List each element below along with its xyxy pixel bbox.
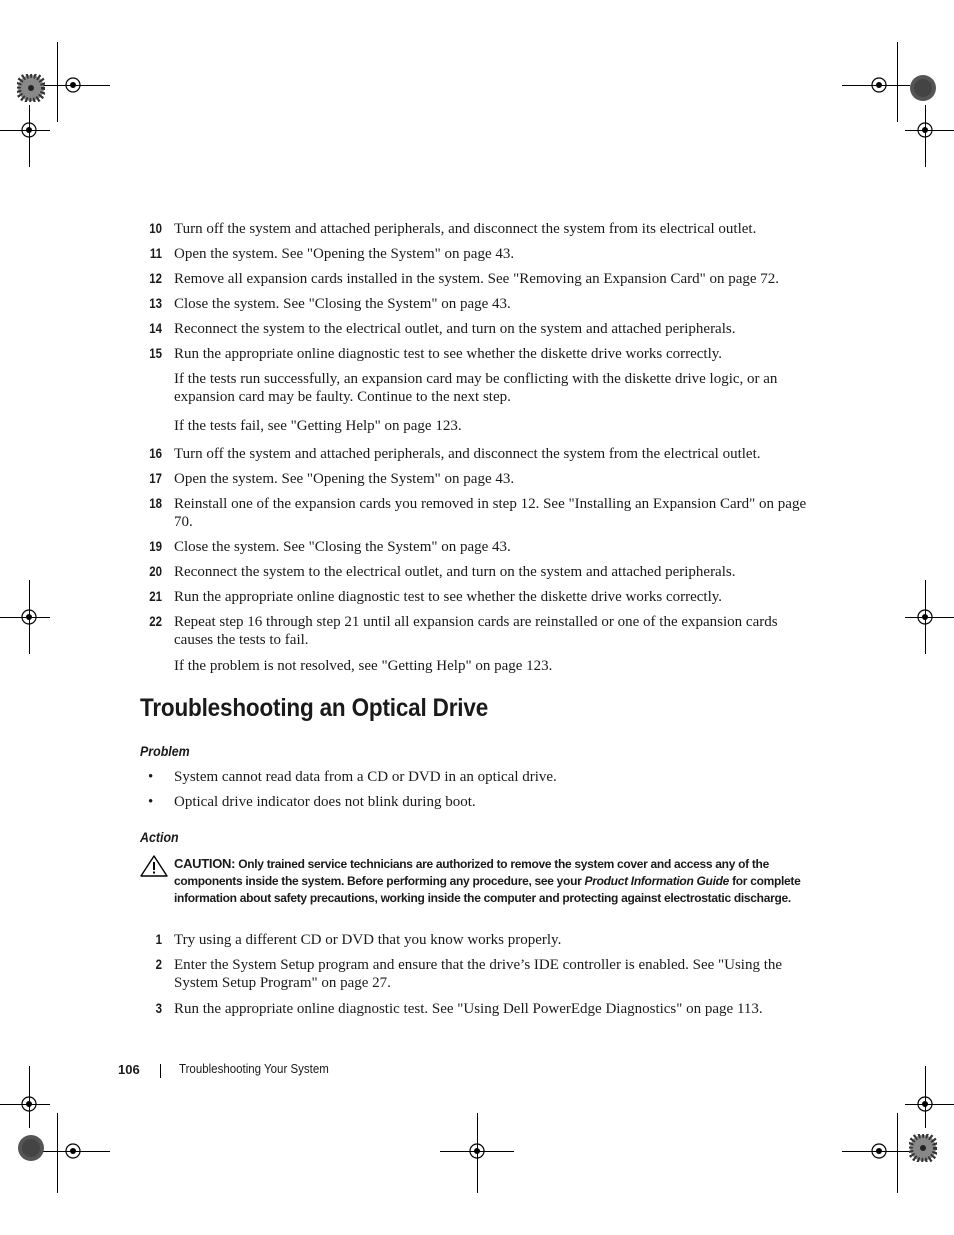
step-text: Turn off the system and attached peripherals, and disconnect the system from the electrical outlet. — [174, 446, 761, 462]
step-text: Try using a different CD or DVD that you know works properly. — [174, 932, 562, 948]
guide-title: Product Information Guide — [584, 874, 730, 888]
step-text: Open the system. See "Opening the System" on page 43. — [174, 246, 515, 262]
step-text: Reconnect the system to the electrical outlet, and turn on the system and attached peripherals. — [174, 321, 736, 337]
star-target-icon — [909, 1134, 937, 1162]
registration-mark-icon — [914, 119, 936, 141]
registration-mark-icon — [62, 1140, 84, 1162]
step-number: 18 — [149, 496, 162, 511]
step-note: If the tests run successfully, an expansion card may be conflicting with the diskette drive logic, or an expansion card may be faulty. Continue to the next step. — [174, 371, 778, 405]
star-target-icon — [17, 1134, 45, 1162]
step-text: Repeat step 16 through step 21 until all expansion cards are reinstalled or one of the expansion cards causes the tests to fail. — [174, 614, 778, 648]
bullet-text: System cannot read data from a CD or DVD in an optical drive. — [174, 769, 557, 785]
registration-mark-icon — [868, 74, 890, 96]
step-text: Close the system. See "Closing the System" on page 43. — [174, 539, 511, 555]
step-text: Run the appropriate online diagnostic test to see whether the diskette drive works correctly. — [174, 589, 723, 605]
step-number: 10 — [149, 221, 162, 236]
registration-mark-icon — [914, 606, 936, 628]
step-number: 1 — [155, 932, 162, 947]
step-text: Close the system. See "Closing the System" on page 43. — [174, 296, 511, 312]
step-number: 2 — [155, 957, 162, 972]
step-text: Reconnect the system to the electrical outlet, and turn on the system and attached peripherals. — [174, 564, 736, 580]
registration-mark-icon — [18, 119, 40, 141]
step-note: If the tests fail, see "Getting Help" on page 123. — [174, 418, 462, 434]
step-number: 22 — [149, 614, 162, 629]
bullet-text: Optical drive indicator does not blink during boot. — [174, 794, 476, 810]
caution-text-part: Only trained service technicians are authorized to remove the system cover and access any of the components inside the system. Before performing any procedure, see your — [174, 857, 769, 888]
step-number: 21 — [149, 589, 162, 604]
step-number: 15 — [149, 346, 162, 361]
problem-heading: Problem — [140, 744, 190, 759]
step-number: 12 — [149, 271, 162, 286]
step-number: 3 — [155, 1001, 162, 1016]
bullet-icon: • — [148, 769, 154, 785]
footer-divider — [160, 1064, 161, 1078]
bullet-icon: • — [148, 794, 154, 810]
step-text: Reinstall one of the expansion cards you removed in step 12. See "Installing an Expansion Card" on page 70. — [174, 496, 807, 530]
step-text: Open the system. See "Opening the System" on page 43. — [174, 471, 515, 487]
step-text: Turn off the system and attached peripherals, and disconnect the system from its electrical outlet. — [174, 221, 757, 237]
star-target-icon — [17, 74, 45, 102]
page-number: 106 — [118, 1062, 140, 1077]
step-number: 13 — [149, 296, 162, 311]
step-text: Run the appropriate online diagnostic test. See "Using Dell PowerEdge Diagnostics" on page 113. — [174, 1001, 763, 1017]
step-text: Remove all expansion cards installed in the system. See "Removing an Expansion Card" on page 72. — [174, 271, 780, 287]
registration-mark-icon — [868, 1140, 890, 1162]
caution-label: CAUTION: — [174, 856, 236, 871]
caution-text — [174, 855, 824, 907]
caution-triangle-icon — [140, 855, 168, 877]
caution-text-part: for complete information about safety precautions, working inside the computer and protecting against electrostatic discharge. — [174, 874, 801, 905]
step-number: 20 — [149, 564, 162, 579]
registration-mark-icon — [914, 1093, 936, 1115]
step-text: Run the appropriate online diagnostic test to see whether the diskette drive works correctly. — [174, 346, 723, 362]
action-heading: Action — [140, 830, 179, 845]
star-target-icon — [909, 74, 937, 102]
step-number: 11 — [149, 246, 162, 261]
registration-mark-icon — [18, 606, 40, 628]
section-title: Troubleshooting an Optical Drive — [140, 694, 489, 722]
registration-mark-icon — [62, 74, 84, 96]
step-note: If the problem is not resolved, see "Getting Help" on page 123. — [174, 658, 553, 674]
registration-mark-icon — [18, 1093, 40, 1115]
footer-chapter: Troubleshooting Your System — [179, 1062, 329, 1076]
registration-mark-icon — [466, 1140, 488, 1162]
step-number: 16 — [149, 446, 162, 461]
step-number: 17 — [149, 471, 162, 486]
step-number: 14 — [149, 321, 162, 336]
step-number: 19 — [149, 539, 162, 554]
step-text: Enter the System Setup program and ensure that the drive’s IDE controller is enabled. See "Using the System Setup Program" on page 27. — [174, 957, 783, 991]
